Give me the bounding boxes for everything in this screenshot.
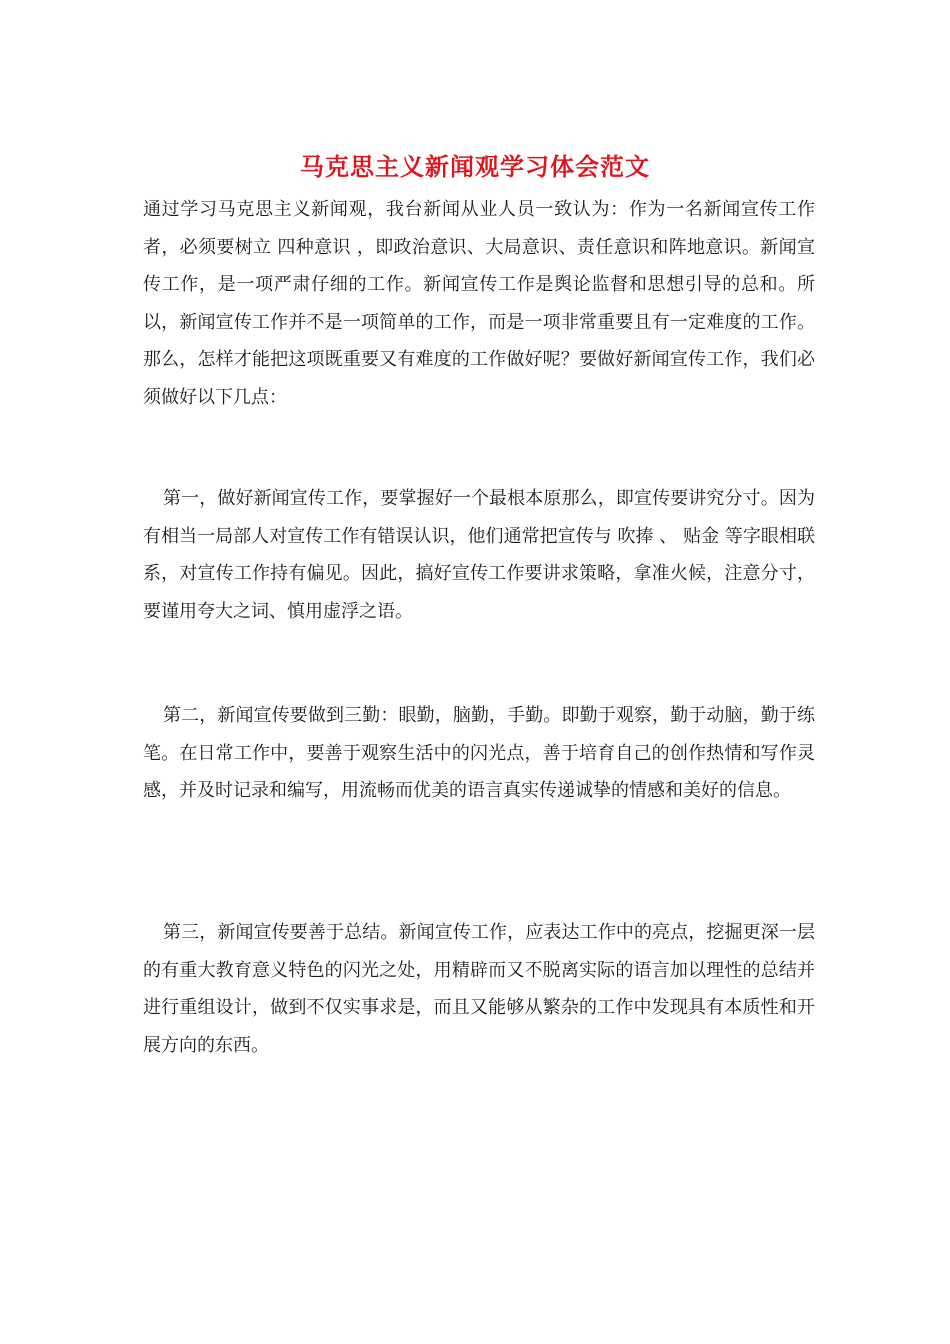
paragraph-first-point: 第一，做好新闻宣传工作，要掌握好一个最根本原那么，即宣传要讲究分寸。因为有相当一局部人对宣传工作有错误认识，他们通常把宣传与 吹捧 、 贴金 等字眼相联系，对宣传工作持有偏见。因此，搞好宣传工作要讲求策略，拿准火候，注意分寸，要谨用夸大之词、慎用虚浮之语。 [143, 488, 815, 622]
document-title: 马克思主义新闻观学习体会范文 [300, 152, 650, 181]
paragraph-third-point: 第三，新闻宣传要善于总结。新闻宣传工作，应表达工作中的亮点，挖掘更深一层的有重大教育意义特色的闪光之处，用精辟而又不脱离实际的语言加以理性的总结并进行重组设计，做到不仅实事求是，而且又能够从繁杂的工作中发现具有本质性和开展方向的东西。 [143, 922, 815, 1056]
paragraph-intro: 通过学习马克思主义新闻观，我台新闻从业人员一致认为：作为一名新闻宣传工作者，必须要树立 四种意识 ，即政治意识、大局意识、责任意识和阵地意识。新闻宣传工作，是一项严肃仔细的工作。新闻宣传工作是舆论监督和思想引导的总和。所以，新闻宣传工作并不是一项简单的工作，而是一项非常重要且有一定难度的工作。那么，怎样才能把这项既重要又有难度的工作做好呢？要做好新闻宣传工作，我们必须做好以下几点： [143, 199, 815, 408]
paragraph-second-point: 第二，新闻宣传要做到三勤：眼勤，脑勤，手勤。即勤于观察，勤于动脑，勤于练笔。在日常工作中，要善于观察生活中的闪光点，善于培育自己的创作热情和写作灵感，并及时记录和编写，用流畅而优美的语言真实传递诚挚的情感和美好的信息。 [143, 705, 815, 801]
